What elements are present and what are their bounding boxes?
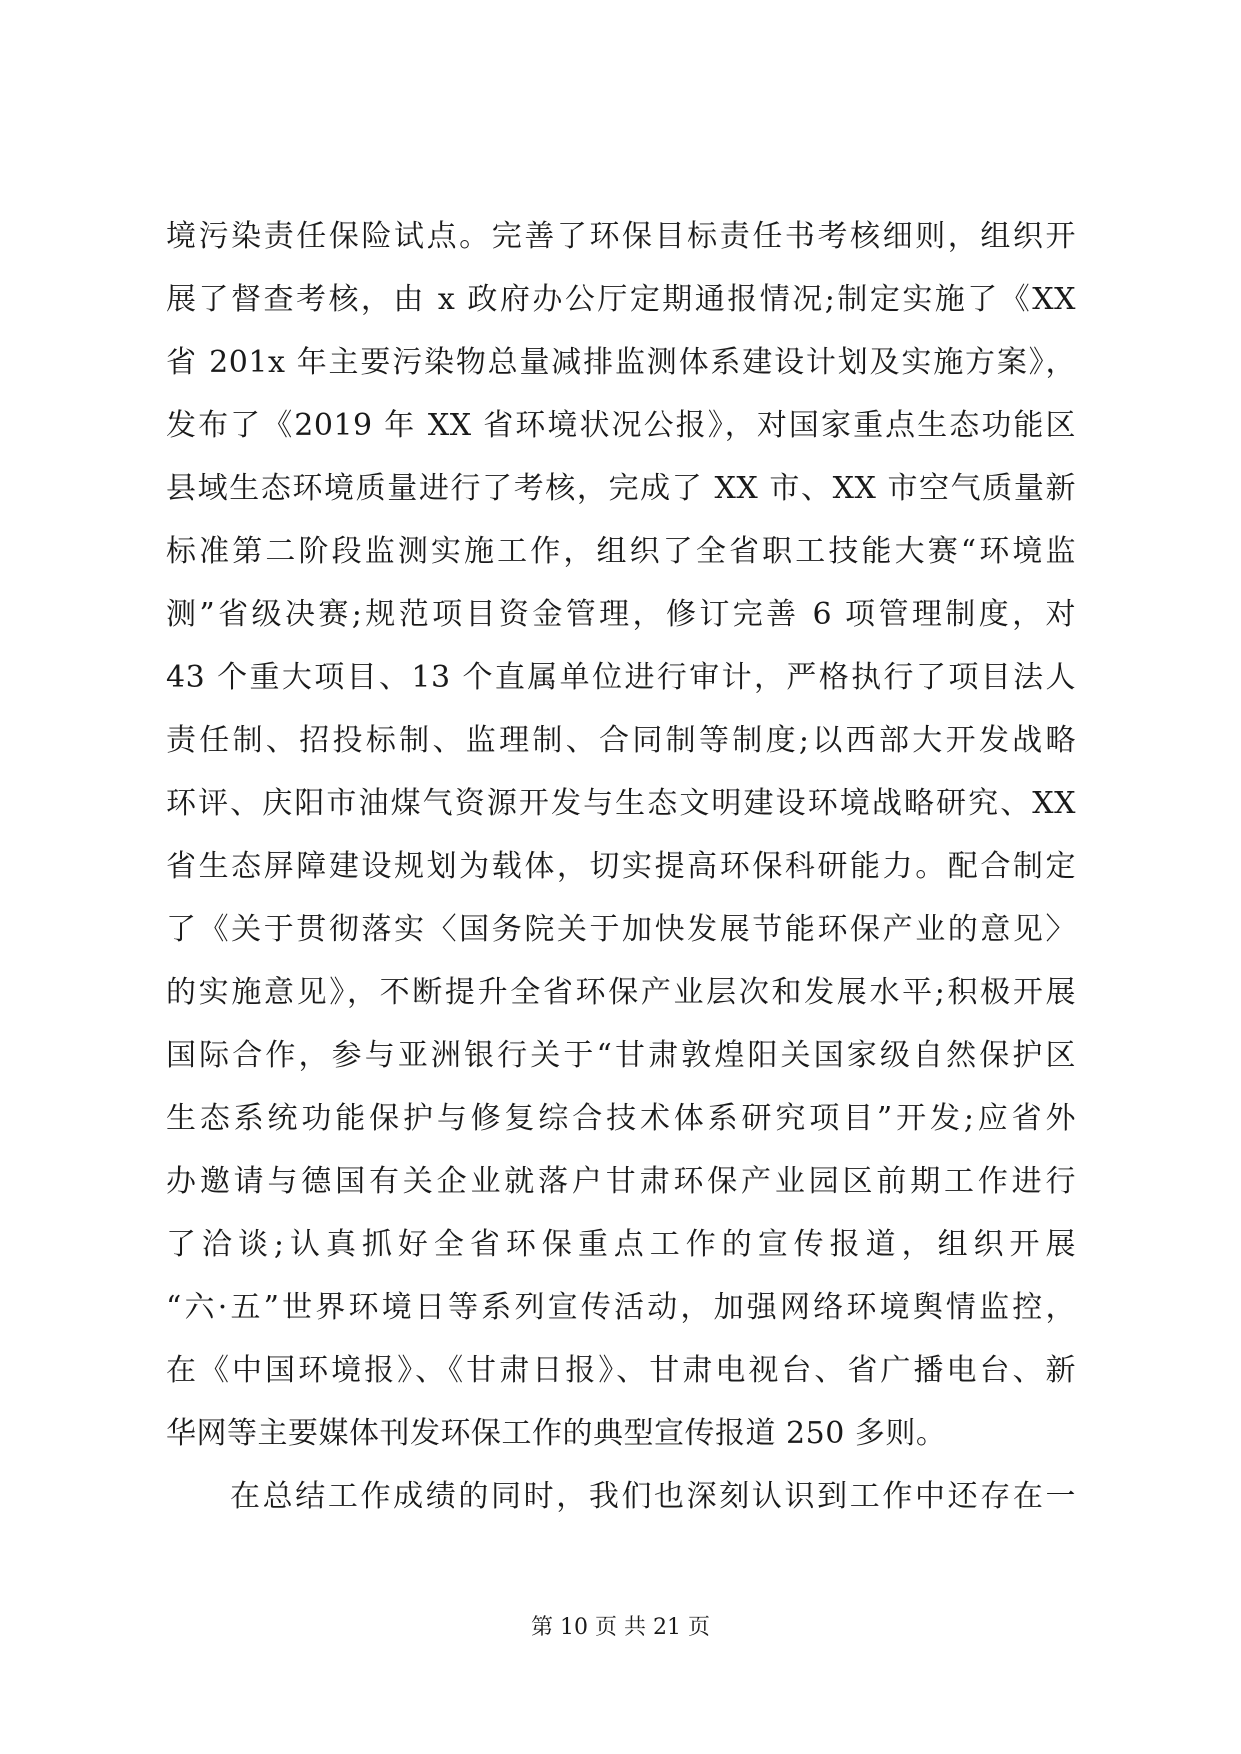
text-line: 发布了《2019 年 XX 省环境状况公报》，对国家重点生态功能区 xyxy=(166,408,1076,443)
text-line: 标准第二阶段监测实施工作，组织了全省职工技能大赛“环境监 xyxy=(166,534,1076,569)
text-line: 国际合作，参与亚洲银行关于“甘肃敦煌阳关国家级自然保护区 xyxy=(166,1038,1076,1073)
page-number-footer: 第 10 页 共 21 页 xyxy=(531,1615,710,1640)
text-line: 的实施意见》，不断提升全省环保产业层次和发展水平;积极开展 xyxy=(166,975,1076,1010)
text-line: 环评、庆阳市油煤气资源开发与生态文明建设环境战略研究、XX xyxy=(166,786,1076,821)
text-line: 43 个重大项目、13 个直属单位进行审计，严格执行了项目法人 xyxy=(166,660,1076,695)
paragraph-1 xyxy=(166,205,1076,1465)
text-line: 办邀请与德国有关企业就落户甘肃环保产业园区前期工作进行 xyxy=(166,1164,1076,1199)
text-line: 县域生态环境质量进行了考核，完成了 XX 市、XX 市空气质量新 xyxy=(166,471,1076,506)
text-line: 省 201x 年主要污染物总量减排监测体系建设计划及实施方案》， xyxy=(166,345,1076,380)
text-line: 在《中国环境报》、《甘肃日报》、甘肃电视台、省广播电台、新 xyxy=(166,1353,1076,1388)
text-line: 在总结工作成绩的同时，我们也深刻认识到工作中还存在一 xyxy=(230,1479,1076,1514)
text-line: 省生态屏障建设规划为载体，切实提高环保科研能力。配合制定 xyxy=(166,849,1076,884)
text-line: 了洽谈;认真抓好全省环保重点工作的宣传报道，组织开展 xyxy=(166,1227,1076,1262)
text-line: 生态系统功能保护与修复综合技术体系研究项目”开发;应省外 xyxy=(166,1101,1076,1136)
text-line: 责任制、招投标制、监理制、合同制等制度;以西部大开发战略 xyxy=(166,723,1076,758)
paragraph-2 xyxy=(166,1465,1076,1528)
text-line: 华网等主要媒体刊发环保工作的典型宣传报道 250 多则。 xyxy=(166,1416,947,1451)
text-line: “六·五”世界环境日等系列宣传活动，加强网络环境舆情监控， xyxy=(166,1290,1076,1325)
text-line: 了《关于贯彻落实〈国务院关于加快发展节能环保产业的意见〉 xyxy=(166,912,1076,947)
text-line: 测”省级决赛;规范项目资金管理，修订完善 6 项管理制度，对 xyxy=(166,597,1076,632)
text-line: 境污染责任保险试点。完善了环保目标责任书考核细则，组织开 xyxy=(166,219,1076,254)
text-line: 展了督查考核，由 x 政府办公厅定期通报情况;制定实施了《XX xyxy=(166,282,1076,317)
body-text xyxy=(166,205,1076,1528)
